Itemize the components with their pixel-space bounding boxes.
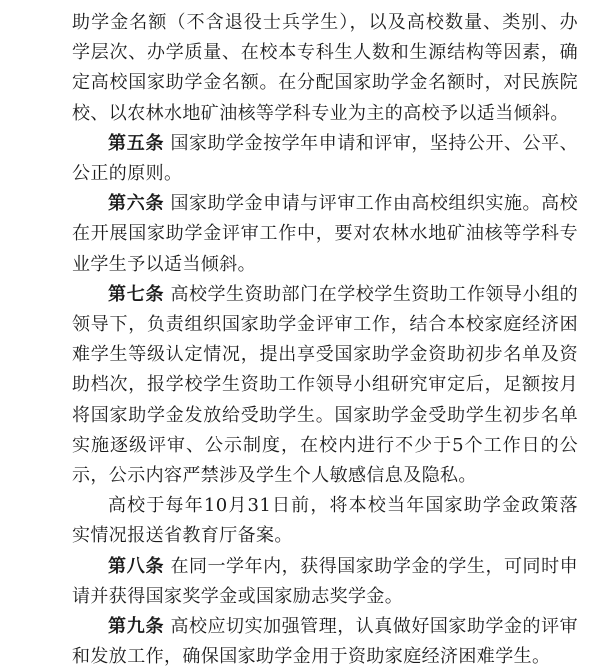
paragraph-article-9: [72, 612, 578, 672]
paragraph-article-5: [72, 129, 578, 189]
paragraph-text: 高校应切实加强管理，认真做好国家助学金的评审和发放工作，确保国家助学金用于资助家庭经济困难学生。: [72, 616, 578, 668]
paragraph-text: 高校学生资助部门在学校学生资助工作领导小组的领导下，负责组织国家助学金评审工作，结合本校家庭经济困难学生等级认定情况，提出享受国家助学金资助初步名单及资助档次，报学校学生资助工作领导小组研究审定后，足额按月将国家助学金发放给受助学生。国家助学金受助学生初步名单实施逐级评审、公示制度，在校内进行不少于5个工作日的公示，公示内容严禁涉及学生个人敏感信息及隐私。: [72, 283, 578, 487]
paragraph-article-7: [72, 280, 578, 491]
paragraph-text: 国家助学金按学年申请和评审，坚持公开、公平、公正的原则。: [72, 132, 578, 185]
article-heading: 第六条: [108, 193, 165, 215]
paragraph-text: 高校于每年10月31日前，将本校当年国家助学金政策落实情况报送省教育厅备案。: [72, 495, 578, 547]
paragraph-text: 国家助学金申请与评审工作由高校组织实施。高校在开展国家助学金评审工作中，要对农林水地矿油核等学科专业学生予以适当倾斜。: [72, 193, 578, 275]
paragraph-article-6: [72, 189, 578, 280]
article-heading: 第八条: [108, 555, 165, 577]
paragraph-text: 助学金名额（不含退役士兵学生），以及高校数量、类别、办学层次、办学质量、在校本专科生人数和生源结构等因素，确定高校国家助学金名额。在分配国家助学金名额时，对民族院校、以农林水地矿油核等学科专业为主的高校予以适当倾斜。: [72, 12, 578, 124]
paragraph-article-7-filing: [72, 491, 578, 551]
article-heading: 第七条: [108, 283, 165, 305]
paragraph-article-8: [72, 552, 578, 612]
paragraph-text: 在同一学年内，获得国家助学金的学生，可同时申请并获得国家奖学金或国家励志奖学金。: [72, 555, 578, 607]
article-heading: 第五条: [108, 132, 165, 154]
paragraph-continuation: [72, 8, 578, 129]
article-heading: 第九条: [108, 616, 165, 638]
